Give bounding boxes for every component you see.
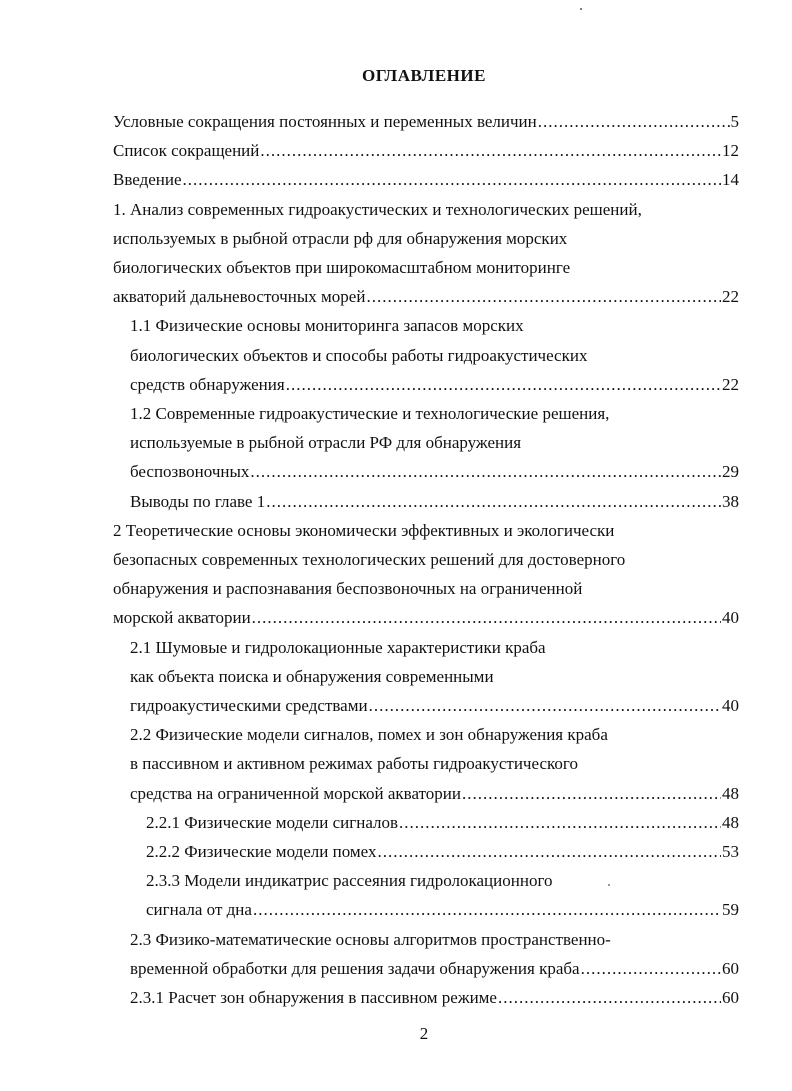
toc-entry-text: сигнала от дна — [146, 900, 252, 920]
toc-entry-text: средства на ограниченной морской акватории — [130, 783, 461, 803]
toc-entry-text: 2.3.1 Расчет зон обнаружения в пассивном режиме — [130, 988, 497, 1008]
toc-entry-text: 1.1 Физические основы мониторинга запасов морских — [130, 316, 524, 336]
toc-entry-abbreviations[interactable] — [113, 136, 739, 165]
leader-dots — [260, 136, 721, 165]
toc-entry-text: как объекта поиска и обнаружения современными — [130, 666, 494, 686]
toc-entry-text: Выводы по главе 1 — [130, 491, 266, 511]
leader-dots — [266, 487, 721, 516]
toc-entry-section-1-2[interactable] — [130, 399, 739, 487]
toc-entry-introduction[interactable] — [113, 165, 739, 194]
leader-dots — [369, 691, 721, 720]
toc-page-number: 40 — [722, 608, 739, 628]
toc-entry-text: 2 Теоретические основы экономически эффективных и экологически — [113, 520, 615, 540]
toc-entry-text: 2.1 Шумовые и гидролокационные характеристики краба — [130, 637, 546, 657]
leader-dots — [286, 370, 721, 399]
toc-title: ОГЛАВЛЕНИЕ — [362, 66, 486, 85]
leader-dots — [538, 107, 730, 136]
toc-entry-text: используемых в рыбной отрасли рф для обнаружения морских — [113, 228, 568, 248]
toc-entry-text: Список сокращений — [113, 141, 260, 161]
scan-speck — [580, 8, 582, 10]
toc-entry-section-2-2-1[interactable] — [146, 808, 739, 837]
toc-page-number: 59 — [722, 900, 739, 920]
toc-entry-section-2-1[interactable] — [130, 633, 739, 721]
toc-page-number: 48 — [722, 783, 739, 803]
toc-entry-text: 1.2 Современные гидроакустические и технологические решения, — [130, 404, 610, 424]
toc-entry-text: 2.3.3 Модели индикатрис рассеяния гидролокационного — [146, 871, 553, 891]
toc-entry-section-2-3-1[interactable] — [130, 983, 739, 1012]
page-number: 2 — [419, 1024, 429, 1043]
toc-entry-text: Введение — [113, 170, 182, 190]
toc-entry-text: биологических объектов при широкомасштабном мониторинге — [113, 258, 571, 278]
toc-page-number: 5 — [730, 112, 739, 131]
toc-page-number: 40 — [722, 696, 739, 716]
toc-page-number: 60 — [722, 958, 739, 978]
toc-entry-section-2-3-3[interactable] — [146, 866, 739, 924]
toc-entry-text: Условные сокращения постоянных и переменных величин — [113, 112, 537, 131]
toc-entry-text: 2.2.2 Физические модели помех — [146, 842, 377, 862]
leader-dots — [250, 457, 721, 486]
toc-entry-text: морской акватории — [113, 608, 251, 628]
table-of-contents — [0, 107, 792, 1012]
toc-page-number: 53 — [722, 842, 739, 862]
leader-dots — [581, 954, 721, 983]
toc-entry-text: акваторий дальневосточных морей — [113, 287, 366, 307]
toc-entry-section-2-3[interactable] — [130, 925, 739, 983]
leader-dots — [253, 895, 721, 924]
toc-page-number: 14 — [722, 170, 739, 190]
toc-entry-text: 2.3 Физико-математические основы алгоритмов пространственно- — [130, 929, 611, 949]
toc-entry-text: безопасных современных технологических решений для достоверного — [113, 550, 626, 570]
toc-entry-text: биологических объектов и способы работы гидроакустических — [130, 345, 588, 365]
toc-page-number: 22 — [722, 287, 739, 307]
toc-entry-chapter-2[interactable] — [113, 516, 739, 633]
toc-page-number: 38 — [722, 491, 739, 511]
toc-entry-text: временной обработки для решения задачи обнаружения краба — [130, 958, 580, 978]
toc-page-number: 60 — [722, 988, 739, 1008]
toc-entry-text: гидроакустическими средствами — [130, 696, 368, 716]
leader-dots — [366, 282, 721, 311]
toc-entry-text: обнаружения и распознавания беспозвоночных на ограниченной — [113, 579, 583, 599]
toc-entry-text: в пассивном и активном режимах работы гидроакустического — [130, 754, 578, 774]
toc-page-number: 12 — [722, 141, 739, 161]
toc-entry-section-2-2-2[interactable] — [146, 837, 739, 866]
toc-entry-chapter-1[interactable] — [113, 195, 739, 312]
toc-page-number: 22 — [722, 374, 739, 394]
leader-dots — [462, 779, 721, 808]
leader-dots — [498, 983, 721, 1012]
leader-dots — [183, 165, 721, 194]
toc-entry-text: беспозвоночных — [130, 462, 250, 482]
scan-speck — [608, 884, 610, 886]
toc-page-number: 48 — [722, 812, 739, 832]
toc-entry-text: 1. Анализ современных гидроакустических и технологических решений, — [113, 199, 642, 219]
toc-entry-conclusions-1[interactable] — [130, 487, 739, 516]
leader-dots — [377, 837, 721, 866]
leader-dots — [399, 808, 721, 837]
toc-entry-text: 2.2.1 Физические модели сигналов — [146, 812, 399, 832]
toc-entry-section-2-2[interactable] — [130, 720, 739, 808]
toc-entry-conventions[interactable] — [113, 107, 739, 136]
toc-entry-section-1-1[interactable] — [130, 311, 739, 399]
toc-page-number: 29 — [722, 462, 739, 482]
toc-entry-text: 2.2 Физические модели сигналов, помех и зон обнаружения краба — [130, 725, 608, 745]
toc-entry-text: средств обнаружения — [130, 374, 285, 394]
leader-dots — [252, 603, 721, 632]
toc-entry-text: используемые в рыбной отрасли РФ для обнаружения — [130, 433, 522, 453]
